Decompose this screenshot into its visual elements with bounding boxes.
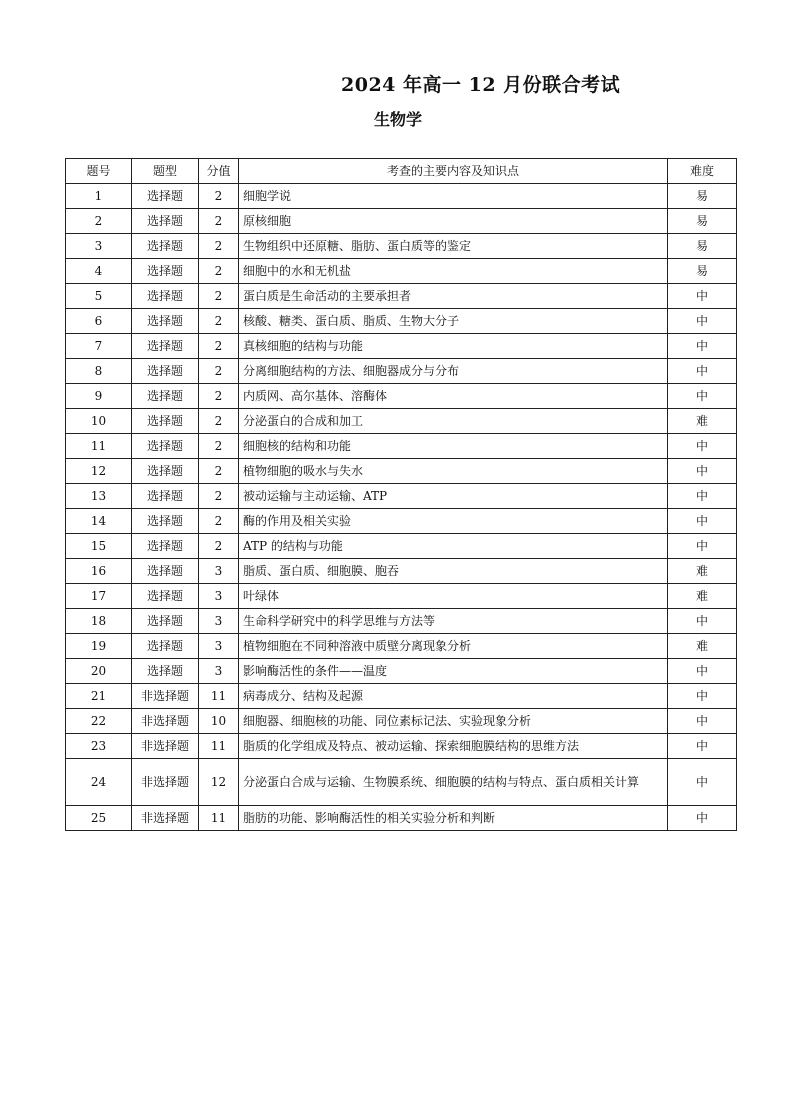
difficulty-level-cell: 中 (668, 459, 737, 484)
knowledge-points-cell: 病毒成分、结构及起源 (239, 684, 668, 709)
knowledge-points-cell: 分泌蛋白合成与运输、生物膜系统、细胞膜的结构与特点、蛋白质相关计算 (239, 759, 668, 806)
difficulty-level-cell: 难 (668, 409, 737, 434)
question-type-cell: 选择题 (132, 259, 199, 284)
question-type-cell: 非选择题 (132, 806, 199, 831)
difficulty-level-cell: 难 (668, 559, 737, 584)
question-score-cell: 2 (199, 234, 239, 259)
table-row (66, 609, 737, 634)
question-type-cell: 非选择题 (132, 684, 199, 709)
question-type-cell: 选择题 (132, 409, 199, 434)
knowledge-points-cell: 酶的作用及相关实验 (239, 509, 668, 534)
subject-name: 生物学 (374, 110, 423, 129)
knowledge-points-cell: 植物细胞在不同种溶液中质壁分离现象分析 (239, 634, 668, 659)
question-number-cell: 17 (66, 584, 132, 609)
difficulty-level-cell: 中 (668, 534, 737, 559)
knowledge-points-cell: 叶绿体 (239, 584, 668, 609)
question-number-cell: 24 (66, 759, 132, 806)
question-score-cell: 2 (199, 434, 239, 459)
question-type-cell: 选择题 (132, 209, 199, 234)
question-score-cell: 2 (199, 259, 239, 284)
table-row (66, 459, 737, 484)
question-score-cell: 11 (199, 806, 239, 831)
question-number-cell: 22 (66, 709, 132, 734)
question-score-cell: 2 (199, 409, 239, 434)
knowledge-points-cell: 细胞核的结构和功能 (239, 434, 668, 459)
question-number-cell: 25 (66, 806, 132, 831)
question-number-cell: 8 (66, 359, 132, 384)
question-score-cell: 3 (199, 634, 239, 659)
difficulty-level-cell: 中 (668, 684, 737, 709)
difficulty-level-cell: 中 (668, 434, 737, 459)
question-score-cell: 2 (199, 184, 239, 209)
question-type-cell: 选择题 (132, 484, 199, 509)
question-type-cell: 选择题 (132, 634, 199, 659)
question-type-cell: 选择题 (132, 284, 199, 309)
difficulty-level-cell: 中 (668, 359, 737, 384)
difficulty-level-cell: 难 (668, 584, 737, 609)
question-type-cell: 选择题 (132, 584, 199, 609)
difficulty-level-cell: 易 (668, 259, 737, 284)
question-number-cell: 12 (66, 459, 132, 484)
table-row (66, 259, 737, 284)
table-row (66, 484, 737, 509)
knowledge-points-cell: 核酸、糖类、蛋白质、脂质、生物大分子 (239, 309, 668, 334)
question-score-cell: 2 (199, 534, 239, 559)
knowledge-points-cell: 脂质的化学组成及特点、被动运输、探索细胞膜结构的思维方法 (239, 734, 668, 759)
question-number-cell: 21 (66, 684, 132, 709)
knowledge-points-cell: 植物细胞的吸水与失水 (239, 459, 668, 484)
difficulty-level-cell: 易 (668, 234, 737, 259)
question-type-cell: 选择题 (132, 384, 199, 409)
question-score-cell: 11 (199, 734, 239, 759)
knowledge-points-cell: 细胞学说 (239, 184, 668, 209)
difficulty-level-cell: 中 (668, 609, 737, 634)
question-type-cell: 选择题 (132, 184, 199, 209)
exam-specification-table (65, 158, 737, 831)
table-row (66, 409, 737, 434)
question-score-cell: 3 (199, 584, 239, 609)
question-type-cell: 选择题 (132, 309, 199, 334)
question-score-cell: 2 (199, 284, 239, 309)
question-score-cell: 3 (199, 609, 239, 634)
document-title: 2024 年高一 12 月份联合考试 (341, 74, 621, 96)
knowledge-points-cell: 被动运输与主动运输、ATP (239, 484, 668, 509)
difficulty-level-cell: 中 (668, 509, 737, 534)
table-row (66, 184, 737, 209)
question-number-cell: 9 (66, 384, 132, 409)
question-number-cell: 23 (66, 734, 132, 759)
difficulty-level-cell: 中 (668, 384, 737, 409)
question-score-cell: 10 (199, 709, 239, 734)
difficulty-level-cell: 中 (668, 484, 737, 509)
knowledge-points-cell: 分泌蛋白的合成和加工 (239, 409, 668, 434)
question-number-cell: 5 (66, 284, 132, 309)
question-type-cell: 选择题 (132, 509, 199, 534)
difficulty-level-cell: 中 (668, 759, 737, 806)
column-header-content: 考查的主要内容及知识点 (239, 159, 668, 184)
question-number-cell: 3 (66, 234, 132, 259)
question-type-cell: 选择题 (132, 359, 199, 384)
knowledge-points-cell: ATP 的结构与功能 (239, 534, 668, 559)
question-type-cell: 选择题 (132, 434, 199, 459)
question-number-cell: 7 (66, 334, 132, 359)
table-row (66, 659, 737, 684)
difficulty-level-cell: 中 (668, 334, 737, 359)
question-score-cell: 2 (199, 509, 239, 534)
knowledge-points-cell: 生物组织中还原糖、脂肪、蛋白质等的鉴定 (239, 234, 668, 259)
table-row (66, 234, 737, 259)
column-header-type: 题型 (132, 159, 199, 184)
table-row (66, 334, 737, 359)
knowledge-points-cell: 脂质、蛋白质、细胞膜、胞吞 (239, 559, 668, 584)
knowledge-points-cell: 影响酶活性的条件——温度 (239, 659, 668, 684)
question-number-cell: 10 (66, 409, 132, 434)
question-score-cell: 2 (199, 309, 239, 334)
column-header-difficulty: 难度 (668, 159, 737, 184)
question-score-cell: 2 (199, 334, 239, 359)
question-type-cell: 选择题 (132, 534, 199, 559)
difficulty-level-cell: 中 (668, 734, 737, 759)
table-row (66, 734, 737, 759)
question-score-cell: 2 (199, 209, 239, 234)
table-body (66, 184, 737, 831)
question-score-cell: 2 (199, 384, 239, 409)
question-type-cell: 选择题 (132, 459, 199, 484)
question-number-cell: 18 (66, 609, 132, 634)
question-score-cell: 3 (199, 659, 239, 684)
table-row (66, 634, 737, 659)
knowledge-points-cell: 真核细胞的结构与功能 (239, 334, 668, 359)
question-number-cell: 15 (66, 534, 132, 559)
difficulty-level-cell: 中 (668, 806, 737, 831)
question-score-cell: 3 (199, 559, 239, 584)
question-type-cell: 选择题 (132, 659, 199, 684)
question-score-cell: 2 (199, 459, 239, 484)
knowledge-points-cell: 细胞中的水和无机盐 (239, 259, 668, 284)
table-row (66, 684, 737, 709)
question-number-cell: 19 (66, 634, 132, 659)
question-number-cell: 14 (66, 509, 132, 534)
knowledge-points-cell: 内质网、高尔基体、溶酶体 (239, 384, 668, 409)
question-score-cell: 2 (199, 359, 239, 384)
table-row (66, 309, 737, 334)
question-type-cell: 选择题 (132, 609, 199, 634)
question-number-cell: 20 (66, 659, 132, 684)
question-type-cell: 非选择题 (132, 734, 199, 759)
table-row (66, 584, 737, 609)
table-header-row (66, 159, 737, 184)
difficulty-level-cell: 中 (668, 284, 737, 309)
table-row (66, 806, 737, 831)
knowledge-points-cell: 分离细胞结构的方法、细胞器成分与分布 (239, 359, 668, 384)
table-row (66, 709, 737, 734)
question-type-cell: 选择题 (132, 559, 199, 584)
question-score-cell: 12 (199, 759, 239, 806)
question-number-cell: 4 (66, 259, 132, 284)
table-row (66, 534, 737, 559)
knowledge-points-cell: 蛋白质是生命活动的主要承担者 (239, 284, 668, 309)
question-number-cell: 16 (66, 559, 132, 584)
knowledge-points-cell: 细胞器、细胞核的功能、同位素标记法、实验现象分析 (239, 709, 668, 734)
column-header-score: 分值 (199, 159, 239, 184)
table-row (66, 559, 737, 584)
table-row (66, 759, 737, 806)
question-type-cell: 选择题 (132, 334, 199, 359)
knowledge-points-cell: 生命科学研究中的科学思维与方法等 (239, 609, 668, 634)
question-number-cell: 2 (66, 209, 132, 234)
question-score-cell: 11 (199, 684, 239, 709)
question-number-cell: 6 (66, 309, 132, 334)
table-row (66, 209, 737, 234)
question-type-cell: 非选择题 (132, 709, 199, 734)
question-number-cell: 1 (66, 184, 132, 209)
difficulty-level-cell: 中 (668, 709, 737, 734)
difficulty-level-cell: 难 (668, 634, 737, 659)
table-row (66, 384, 737, 409)
column-header-number: 题号 (66, 159, 132, 184)
difficulty-level-cell: 易 (668, 209, 737, 234)
difficulty-level-cell: 中 (668, 309, 737, 334)
table-row (66, 509, 737, 534)
question-number-cell: 11 (66, 434, 132, 459)
difficulty-level-cell: 中 (668, 659, 737, 684)
difficulty-level-cell: 易 (668, 184, 737, 209)
table-row (66, 359, 737, 384)
table-row (66, 284, 737, 309)
question-number-cell: 13 (66, 484, 132, 509)
question-type-cell: 选择题 (132, 234, 199, 259)
knowledge-points-cell: 脂肪的功能、影响酶活性的相关实验分析和判断 (239, 806, 668, 831)
question-score-cell: 2 (199, 484, 239, 509)
question-type-cell: 非选择题 (132, 759, 199, 806)
knowledge-points-cell: 原核细胞 (239, 209, 668, 234)
table-row (66, 434, 737, 459)
